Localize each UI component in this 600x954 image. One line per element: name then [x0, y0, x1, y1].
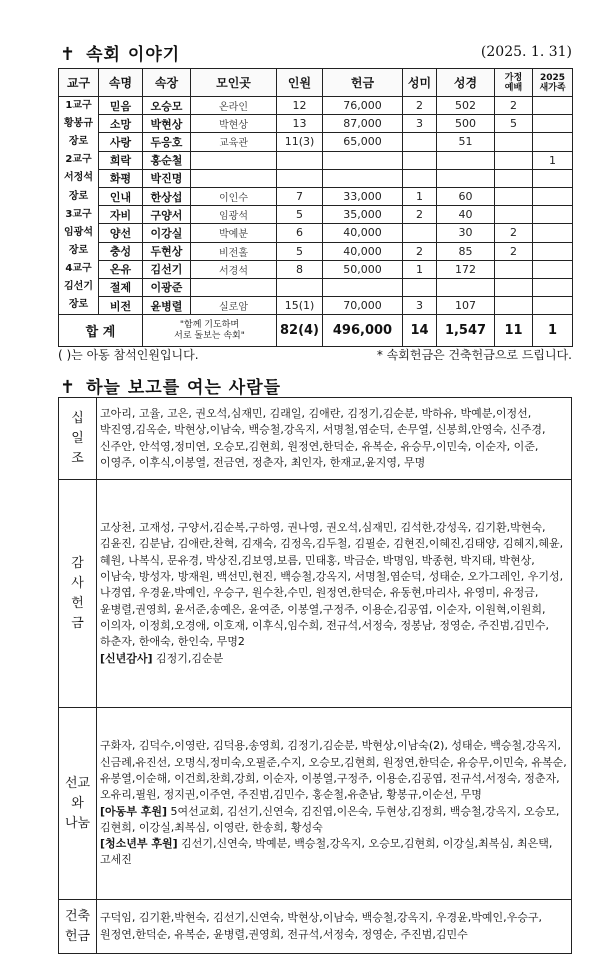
new-year-thanks-tag: [신년감사] [100, 651, 153, 665]
mission-label: 선교 와 나눔 [59, 708, 97, 900]
cell-people: 15(1) [277, 297, 323, 315]
cross-icon: ✝ [60, 44, 77, 65]
cell-place [191, 151, 277, 169]
header-name: 속명 [99, 69, 143, 97]
table-row [59, 133, 573, 151]
cell-leader: 오승모 [143, 97, 191, 115]
cell-name: 소망 [99, 115, 143, 133]
cell-leader: 박현상 [143, 115, 191, 133]
header-leader: 속장 [143, 69, 191, 97]
cell-year [533, 97, 573, 115]
header-people: 인원 [277, 69, 323, 97]
cell-year: 1 [533, 151, 573, 169]
cell-leader: 한상섭 [143, 187, 191, 205]
table-row [59, 97, 573, 115]
offerings-table [58, 397, 572, 954]
cell-money: 33,000 [323, 187, 403, 205]
cell-giving: 107 [437, 297, 495, 315]
cell-giving [437, 278, 495, 296]
cell-leader: 이강실 [143, 224, 191, 242]
building-row [59, 900, 572, 954]
cell-bible [403, 224, 437, 242]
group-label: 장로 [59, 242, 99, 260]
cell-name: 절제 [99, 278, 143, 296]
group-label: 장로 [59, 133, 99, 151]
cell-giving: 172 [437, 260, 495, 278]
cell-giving: 500 [437, 115, 495, 133]
cell-money: 40,000 [323, 242, 403, 260]
table-total-row [59, 315, 573, 347]
header-worship: 가정 예배 [495, 69, 533, 97]
total-money: 496,000 [323, 315, 403, 347]
cell-giving [437, 169, 495, 187]
cell-worship [495, 187, 533, 205]
thanks-row [59, 480, 572, 708]
building-label: 건축 헌금 [59, 900, 97, 954]
cell-name: 온유 [99, 260, 143, 278]
total-giving: 1,547 [437, 315, 495, 347]
cell-money: 65,000 [323, 133, 403, 151]
table-row [59, 206, 573, 224]
cell-money [323, 169, 403, 187]
cell-place: 비전홀 [191, 242, 277, 260]
mission-row [59, 708, 572, 900]
cell-people: 5 [277, 242, 323, 260]
cell-worship [495, 169, 533, 187]
total-label: 합 계 [59, 315, 143, 347]
header-new-family: 2025 새가족 [533, 69, 573, 97]
cell-name: 인내 [99, 187, 143, 205]
cell-giving: 85 [437, 242, 495, 260]
section-title-text: 하늘 보고를 여는 사람들 [86, 378, 282, 398]
cell-leader: 두현상 [143, 242, 191, 260]
cell-place: 이인수 [191, 187, 277, 205]
cell-people: 12 [277, 97, 323, 115]
cell-worship [495, 206, 533, 224]
cell-year [533, 297, 573, 315]
group-label: 2교구 [59, 151, 99, 169]
group-label: 1교구 [59, 97, 99, 115]
cell-group-table [58, 68, 573, 347]
cell-people [277, 169, 323, 187]
cell-people [277, 151, 323, 169]
group-label: 장로 [59, 187, 99, 205]
table-header-row [59, 69, 573, 97]
cell-giving: 40 [437, 206, 495, 224]
cell-place: 서경석 [191, 260, 277, 278]
cell-people: 8 [277, 260, 323, 278]
building-names: 구덕임, 김기환,박현숙, 김선기,신연숙, 박현상,이남숙, 백승철,강옥지, 우경윤,박예인,우승구, 원정연,한덕순, 유복순, 윤병렬,권영희, 전규석,서정숙, 정영순, 주진범,김민수 [97, 900, 572, 954]
cell-place [191, 278, 277, 296]
table-row [59, 151, 573, 169]
group-label: 장로 [59, 297, 99, 315]
cell-year [533, 206, 573, 224]
cell-worship [495, 151, 533, 169]
cell-year [533, 278, 573, 296]
cell-money [323, 151, 403, 169]
cell-money: 50,000 [323, 260, 403, 278]
cell-name: 충성 [99, 242, 143, 260]
cell-worship [495, 260, 533, 278]
header-place: 모인곳 [191, 69, 277, 97]
cell-leader: 박진명 [143, 169, 191, 187]
cell-year [533, 260, 573, 278]
cell-worship: 2 [495, 224, 533, 242]
group-label: 김선기 [59, 278, 99, 296]
table-row [59, 242, 573, 260]
mission-names: 구화자, 김덕수,이영란, 김덕용,송영희, 김정기,김순분, 박현상,이남숙(2), 성태순, 백승철,강옥지, 신금례,유진선, 오명식,정미숙,오필준,수지, 오승모,김현희, 원정연,한덕순, 유승무,이민숙, 유복순, 유봉열,이순해, 이건희,찬희,강희, 이순자, 이봉열,구정주, 이용순,김공엽, 전규석,서정숙, 정춘자,오유리,필원, 정지권,이주연, 주진범,김민수, 홍순철,유춘남, 황봉규,이순선, 무명 [아동부 후원] 5여선교회, 김선기,신연숙, 김진엽,이은숙, 두현상,김정희, 백승철,강옥지, 오승모,김현희, 이강실,최복심, 이영란, 한송희, 황성숙 [청소년부 후원] 김선기,신연숙, 박예분, 백승철,강옥지, 오승모,김현희, 이강실,최복심, 최은택,고세진 [97, 708, 572, 900]
cell-name: 양선 [99, 224, 143, 242]
cell-name: 비전 [99, 297, 143, 315]
cell-year [533, 169, 573, 187]
cell-leader: 김선기 [143, 260, 191, 278]
cell-leader: 윤병렬 [143, 297, 191, 315]
cell-worship: 2 [495, 242, 533, 260]
cell-year [533, 187, 573, 205]
cell-people: 5 [277, 206, 323, 224]
cell-name: 사랑 [99, 133, 143, 151]
cell-leader: 이광준 [143, 278, 191, 296]
cell-money: 87,000 [323, 115, 403, 133]
cell-worship: 2 [495, 97, 533, 115]
cell-year [533, 115, 573, 133]
cell-leader: 두응호 [143, 133, 191, 151]
cell-bible: 2 [403, 97, 437, 115]
cell-worship [495, 297, 533, 315]
cell-people: 7 [277, 187, 323, 205]
total-people: 82(4) [277, 315, 323, 347]
cell-leader: 구양서 [143, 206, 191, 224]
cell-bible [403, 133, 437, 151]
tithe-names: 고아리, 고율, 고은, 권오석,심재민, 김래일, 김애란, 김정기,김순분, 박하유, 박예분,이정선, 박진영,김옥순, 박현상,이남숙, 백승철,강옥지, 서명철,염순덕, 손무열, 신봉희,안영숙, 신주경, 신주안, 안석영,정미연, 오승모,김현희, 원정연,한덕순, 유복순, 유승무,이민숙, 이순자, 이준,이영주, 이후식,이봉열, 전금연, 정춘자, 최인자, 한재교,윤지영, 무명 [97, 398, 572, 480]
section-title-text: 속회 이야기 [86, 45, 181, 65]
cell-money [323, 278, 403, 296]
cell-place: 임광석 [191, 206, 277, 224]
group-label: 서정석 [59, 169, 99, 187]
total-motto: "함께 기도하며 서로 돌보는 속회" [143, 315, 277, 347]
cell-people: 13 [277, 115, 323, 133]
cell-worship [495, 133, 533, 151]
report-date: (2025. 1. 31) [480, 44, 572, 60]
cell-name: 자비 [99, 206, 143, 224]
cell-bible: 3 [403, 115, 437, 133]
thanks-names: 고상천, 고재성, 구양서,김순복,구하영, 권나영, 권오석,심재민, 김석한,강성옥, 김기환,박현숙,김윤진, 김분남, 김애란,찬혁, 김재숙, 김정옥,김두철, 김필순, 김현진,이혜진,김태양, 김혜지,혜윤,혜원, 나복식, 문유경, 박상진,김보영,보름, 민태홍, 박금순, 박명임, 박종현, 박지태, 박현상,이남숙, 방성자, 방재원, 백선민,현진, 백승철,강옥지, 서명철,염순덕, 성태순, 오가그레인, 우기성,나경엽, 우경윤,박예인, 우승구, 원수찬,수민, 원정연,한덕순, 유동현,마리사, 유영미, 유정금, 윤병렬,권영희, 윤서준,송예은, 윤여준, 이봉열,구정주, 이용순,김공엽, 이순자, 이원혁,이원희, 이의자, 이정희,오경애, 이호재, 이후식,임수희, 전규석,서정숙, 정봉남, 정영순, 주진범,김민수, 하춘자, 한애숙, 한인숙, 무명2 [신년감사] 김정기,김순분 [97, 480, 572, 708]
cell-leader: 홍순철 [143, 151, 191, 169]
cell-giving: 30 [437, 224, 495, 242]
cell-name: 화평 [99, 169, 143, 187]
table-row [59, 297, 573, 315]
section-title-offerings [60, 373, 281, 398]
cell-place: 박예분 [191, 224, 277, 242]
group-label: 3교구 [59, 206, 99, 224]
table-row [59, 169, 573, 187]
cell-bible: 3 [403, 297, 437, 315]
cell-worship: 5 [495, 115, 533, 133]
total-new-family: 1 [533, 315, 573, 347]
cell-place [191, 169, 277, 187]
table-row [59, 278, 573, 296]
cell-place: 실로암 [191, 297, 277, 315]
table-row [59, 260, 573, 278]
cell-place: 박현상 [191, 115, 277, 133]
cell-bible: 2 [403, 242, 437, 260]
cell-giving: 51 [437, 133, 495, 151]
cell-name: 믿음 [99, 97, 143, 115]
group-label: 임광석 [59, 224, 99, 242]
note-child-count: ( )는 아동 참석인원입니다. [58, 348, 199, 362]
total-worship: 11 [495, 315, 533, 347]
total-bible: 14 [403, 315, 437, 347]
cell-money: 76,000 [323, 97, 403, 115]
table-notes [58, 346, 572, 363]
cell-bible: 2 [403, 206, 437, 224]
header-region: 교구 [59, 69, 99, 97]
group-label: 황봉규 [59, 115, 99, 133]
cell-people [277, 278, 323, 296]
cell-year [533, 224, 573, 242]
youth-support-tag: [청소년부 후원] [100, 837, 178, 851]
cell-giving: 60 [437, 187, 495, 205]
cell-bible: 1 [403, 187, 437, 205]
table-row [59, 187, 573, 205]
cross-icon: ✝ [60, 377, 77, 398]
header-bible: 성미 [403, 69, 437, 97]
cell-money: 35,000 [323, 206, 403, 224]
note-offering: * 속회헌금은 건축헌금으로 드립니다. [376, 348, 572, 362]
group-label: 4교구 [59, 260, 99, 278]
cell-year [533, 133, 573, 151]
cell-people: 6 [277, 224, 323, 242]
cell-place: 온라인 [191, 97, 277, 115]
cell-giving: 502 [437, 97, 495, 115]
cell-money: 70,000 [323, 297, 403, 315]
cell-bible [403, 169, 437, 187]
tithe-row [59, 398, 572, 480]
tithe-label: 십 일 조 [59, 398, 97, 480]
cell-name: 희락 [99, 151, 143, 169]
section-title-cell-group [60, 40, 180, 65]
header-money: 헌금 [323, 69, 403, 97]
table-row [59, 115, 573, 133]
cell-money: 40,000 [323, 224, 403, 242]
cell-bible [403, 278, 437, 296]
cell-giving [437, 151, 495, 169]
cell-bible [403, 151, 437, 169]
cell-year [533, 242, 573, 260]
table-row [59, 224, 573, 242]
header-giving: 성경 [437, 69, 495, 97]
cell-bible: 1 [403, 260, 437, 278]
cell-place: 교육관 [191, 133, 277, 151]
cell-worship [495, 278, 533, 296]
children-support-tag: [아동부 후원] [100, 804, 168, 818]
thanks-label: 감 사 헌 금 [59, 480, 97, 708]
cell-people: 11(3) [277, 133, 323, 151]
